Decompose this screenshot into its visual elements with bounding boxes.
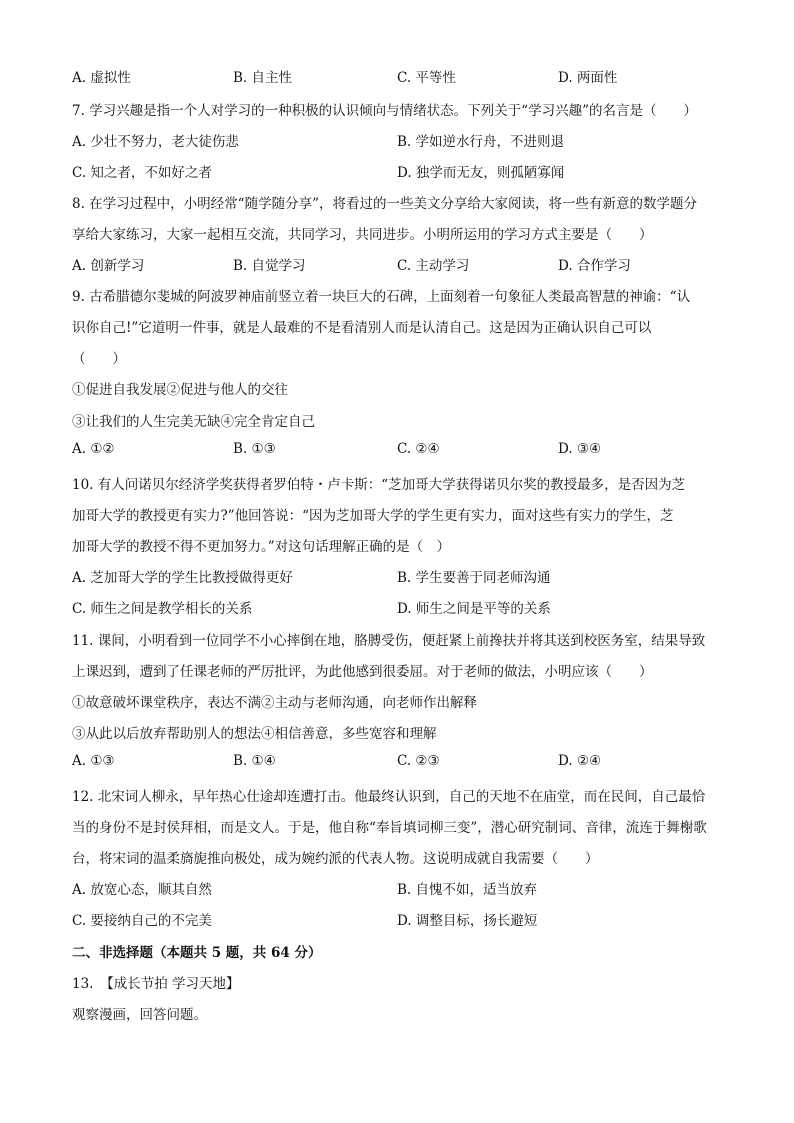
q11-statement-2: ③从此以后放弃帮助别人的想法④相信善意，多些宽容和理解 (72, 726, 437, 742)
q10-stem-line2: 加哥大学的教授更有实力?”他回答说：“因为芝加哥大学的学生更有实力，面对这些有实力的学生，芝 (72, 508, 674, 524)
q7-option-d: D. 独学而无友，则孤陋寡闻 (397, 165, 565, 181)
q9-option-c: C. ②④ (397, 441, 440, 457)
q7-option-b: B. 学如逆水行舟，不进则退 (397, 134, 565, 150)
q10-option-c: C. 师生之间是教学相长的关系 (72, 601, 253, 617)
q10-stem-line3: 加哥大学的教授不得不更加努力。”对这句话理解正确的是（ ） (72, 539, 451, 555)
q9-stem-line3: （ ） (72, 351, 126, 367)
q8-option-a: A. 创新学习 (72, 258, 145, 274)
q11-option-d: D. ②④ (558, 753, 602, 769)
q9-option-b: B. ①③ (233, 441, 276, 457)
q9-option-d: D. ③④ (558, 441, 602, 457)
q12-option-c: C. 要接纳自己的不完美 (72, 913, 212, 929)
q6-option-d: D. 两面性 (558, 70, 618, 86)
q9-option-a: A. ①② (72, 441, 115, 457)
q12-stem-line1: 12. 北宋词人柳永，早年热心仕途却连遭打击。他最终认识到，自己的天地不在庙堂，而在民间，自己最恰 (72, 789, 706, 805)
q11-option-c: C. ②③ (397, 753, 440, 769)
q12-option-a: A. 放宽心态，顺其自然 (72, 882, 212, 898)
q9-options (0, 441, 794, 461)
q11-stem-line2: 上课迟到，遭到了任课老师的严厉批评，为此他感到很委屈。对于老师的做法，小明应该（ ） (72, 664, 653, 680)
q8-stem-line1: 8. 在学习过程中，小明经常“随学随分享”，将看过的一些美文分享给大家阅读，将一些有新意的数学题分 (72, 196, 697, 212)
q13-label: 13. 【成长节拍 学习天地】 (72, 976, 240, 992)
q10-options-row2 (0, 597, 794, 617)
q9-stem-line1: 9. 古希腊德尔斐城的阿波罗神庙前竖立着一块巨大的石碑，上面刻着一句象征人类最高智慧的神谕：“认 (72, 289, 691, 305)
q8-stem-line2: 享给大家练习，大家一起相互交流，共同学习，共同进步。小明所运用的学习方式主要是（ ） (72, 227, 653, 243)
q7-options-row1 (0, 130, 794, 150)
q8-options (0, 254, 794, 274)
q6-option-b: B. 自主性 (233, 70, 293, 86)
q7-options-row2 (0, 161, 794, 181)
q11-options (0, 753, 794, 773)
q11-option-b: B. ①④ (233, 753, 276, 769)
q12-option-b: B. 自愧不如，适当放弃 (397, 882, 538, 898)
q8-option-b: B. 自觉学习 (233, 258, 306, 274)
q7-stem: 7. 学习兴趣是指一个人对学习的一种积极的认识倾向与情绪状态。下列关于“学习兴趣”的名言是（ ） (72, 103, 697, 119)
q10-option-d: D. 师生之间是平等的关系 (397, 601, 551, 617)
q9-stem-line2: 识你自己!”它道明一件事，就是人最难的不是看清别人而是认清自己。这是因为正确认识自己可以 (72, 320, 652, 336)
q10-option-a: A. 芝加哥大学的学生比教授做得更好 (72, 570, 293, 586)
q11-stem-line1: 11. 课间，小明看到一位同学不小心摔倒在地，胳膊受伤，便赶紧上前搀扶并将其送到校医务室，结果导致 (72, 633, 706, 649)
q11-statement-1: ①故意破坏课堂秩序，表达不满②主动与老师沟通，向老师作出解释 (72, 695, 477, 711)
q8-option-d: D. 合作学习 (558, 258, 631, 274)
q12-option-d: D. 调整目标，扬长避短 (397, 913, 538, 929)
section-title: 二、非选择题（本题共 5 题，共 64 分） (72, 945, 322, 961)
q12-options-row1 (0, 878, 794, 898)
q6-option-a: A. 虚拟性 (72, 70, 131, 86)
q10-stem-line1: 10. 有人问诺贝尔经济学奖获得者罗伯特・卢卡斯：“芝加哥大学获得诺贝尔奖的教授最多，是否因为芝 (72, 477, 686, 493)
q12-stem-line2: 当的身份不是封侯拜相，而是文人。于是，他自称“奉旨填词柳三变”，潜心研究制词、音律，流连于舞榭歌 (72, 820, 707, 836)
q7-option-c: C. 知之者，不如好之者 (72, 165, 212, 181)
q6-option-c: C. 平等性 (397, 70, 456, 86)
q8-option-c: C. 主动学习 (397, 258, 470, 274)
q10-option-b: B. 学生要善于同老师沟通 (397, 570, 551, 586)
q12-options-row2 (0, 909, 794, 929)
q13-instruction: 观察漫画，回答问题。 (72, 1007, 207, 1023)
q11-option-a: A. ①③ (72, 753, 115, 769)
q6-options (0, 66, 794, 86)
q12-stem-line3: 台，将宋词的温柔旖旎推向极处，成为婉约派的代表人物。这说明成就自我需要（ ） (72, 851, 599, 867)
q7-option-a: A. 少壮不努力，老大徒伤悲 (72, 134, 239, 150)
q9-statement-2: ③让我们的人生完美无缺④完全肯定自己 (72, 414, 315, 430)
q10-options-row1 (0, 566, 794, 586)
q9-statement-1: ①促进自我发展②促进与他人的交往 (72, 382, 288, 398)
